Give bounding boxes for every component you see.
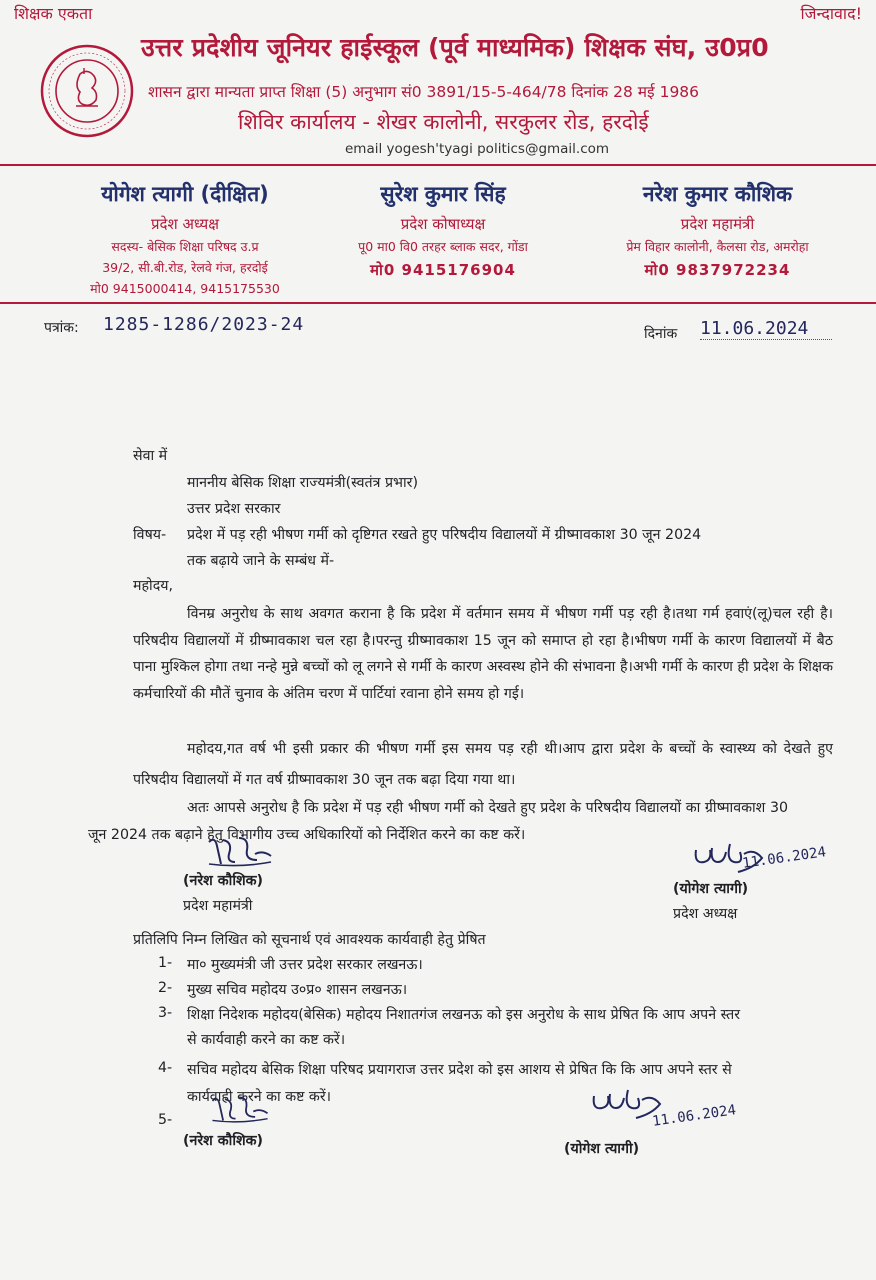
slogan-left: शिक्षक एकता [14, 4, 93, 23]
copy-item-text-cont: से कार्यवाही करने का कष्ट करें। [187, 1032, 346, 1048]
ref-label: पत्रांक: [44, 320, 79, 336]
slogan-right: जिन्दावाद! [800, 4, 862, 23]
official-phone: मो0 9837972234 [644, 261, 791, 279]
copy-intro: प्रतिलिपि निम्न लिखित को सूचनार्थ एवं आवश्यक कार्यवाही हेतु प्रेषित [133, 932, 486, 948]
office-address: शिविर कार्यालय - शेखर कालोनी, सरकुलर रोड, हरदोई [238, 110, 649, 134]
official-phone: मो0 9415000414, 9415175530 [90, 281, 280, 296]
copy-signature-date: 11.06.2024 [651, 1102, 738, 1130]
official-general-secretary [585, 180, 850, 280]
officials-divider [0, 302, 876, 304]
header-divider [0, 164, 876, 166]
subject-label: विषय- [133, 527, 167, 543]
copy-item-text: सचिव महोदय बेसिक शिक्षा परिषद प्रयागराज उत्तर प्रदेश को इस आशय से प्रेषित कि कि आप अपने स्तर से [187, 1062, 732, 1078]
signature-naresh-icon [205, 832, 275, 868]
recipient-line-1: माननीय बेसिक शिक्षा राज्यमंत्री(स्वतंत्र प्रभार) [187, 475, 419, 491]
left-signatory-name: (नरेश कौशिक) [183, 873, 264, 889]
right-signatory-name: (योगेश त्यागी) [673, 881, 749, 897]
official-name: योगेश त्यागी (दीक्षित) [101, 182, 269, 206]
copy-item-number: 2- [158, 980, 173, 996]
official-phone: मो0 9415176904 [370, 261, 516, 279]
official-name: सुरेश कुमार सिंह [380, 182, 506, 206]
copy-left-signatory-name: (नरेश कौशिक) [183, 1133, 264, 1149]
registration-line: शासन द्वारा मान्यता प्राप्त शिक्षा (5) अनुभाग सं0 3891/15-5-464/78 दिनांक 28 मई 1986 [148, 83, 700, 101]
official-role: प्रदेश कोषाध्यक्ष [400, 215, 486, 233]
official-role: प्रदेश महामंत्री [680, 215, 755, 233]
paragraph-1: विनम्र अनुरोध के साथ अवगत कराना है कि प्रदेश में वर्तमान समय में भीषण गर्मी पड़ रही है।तथा गर्म हवाएं(लू)चल रही है। परिषदीय विद्यालयों में ग्रीष्मावकाश चल रहा है।परन्तु ग्रीष्मावकाश 15 जून को समाप्त हो रहा है।भीषण गर्मी के कारण विद्यालयों में बैठ पाना मुश्किल होगा तथा नन्हे मुन्ने बच्चों को लू लगने से गर्मी के कारण अस्वस्थ होने की संभावना है।अभी गर्मी के कारण ही प्रदेश के शिक्षक कर्मचारियों की मौतें चुनाव के अंतिम चरण में पार्टियां रवाना होने समय हो गई। [133, 606, 833, 702]
subject-line-2: तक बढ़ाये जाने के सम्बंध में- [187, 553, 335, 569]
official-address: पू0 मा0 वि0 तरहर ब्लाक सदर, गोंडा [358, 239, 528, 254]
official-role: प्रदेश अध्यक्ष [150, 215, 220, 233]
copy-item-number: 3- [158, 1005, 173, 1021]
copy-item-text: शिक्षा निदेशक महोदय(बेसिक) महोदय निशातगंज लखनऊ को इस अनुरोध के साथ प्रेषित कि आप अपने स्तर [187, 1007, 741, 1023]
salutation-to: सेवा में [133, 448, 168, 464]
copy-item-text: मुख्य सचिव महोदय उ०प्र० शासन लखनऊ। [187, 982, 408, 998]
recipient-line-2: उत्तर प्रदेश सरकार [187, 501, 281, 517]
official-address: प्रेम विहार कालोनी, कैलसा रोड, अमरोहा [626, 239, 809, 254]
ref-number: 1285-1286/2023-24 [103, 314, 305, 335]
copy-item-number: 5- [158, 1112, 173, 1128]
copy-right-signatory-name: (योगेश त्यागी) [564, 1141, 640, 1157]
official-address: 39/2, सी.बी.रोड, रेलवे गंज, हरदोई [102, 260, 268, 275]
right-signatory-role: प्रदेश अध्यक्ष [673, 906, 738, 922]
signature-date: 11.06.2024 [741, 844, 828, 872]
copy-item-number: 4- [158, 1060, 173, 1076]
left-signatory-role: प्रदेश महामंत्री [183, 898, 253, 914]
email-line: email yogesh'tyagi politics@gmail.com [345, 141, 610, 157]
date-label: दिनांक [644, 326, 678, 342]
association-title: उत्तर प्रदेशीय जूनियर हाईस्कूल (पूर्व माध्यमिक) शिक्षक संघ, उ0प्र0 [141, 33, 769, 62]
association-seal-icon [40, 44, 134, 138]
paragraph-3: अतः आपसे अनुरोध है कि प्रदेश में पड़ रही भीषण गर्मी को देखते हुए प्रदेश के परिषदीय विद्यालयों का ग्रीष्मावकाश 30 जून 2024 तक बढ़ाने हेतु विभागीय उच्च अधिकारियों को निर्देशित करने का कष्ट करें। [88, 800, 788, 843]
official-treasurer [318, 180, 568, 280]
date-value: 11.06.2024 [700, 318, 832, 340]
paragraph-2: महोदय,गत वर्ष भी इसी प्रकार की भीषण गर्मी इस समय पड़ रही थी।आप द्वारा प्रदेश के बच्चों के स्वास्थ्य को देखते हुए परिषदीय विद्यालयों में गत वर्ष ग्रीष्मावकाश 30 जून तक बढ़ा दिया गया था। [133, 741, 833, 788]
subject-line-1: प्रदेश में पड़ रही भीषण गर्मी को दृष्टिगत रखते हुए परिषदीय विद्यालयों में ग्रीष्मावकाश 30 जून 2024 [187, 527, 702, 543]
official-president [60, 180, 310, 297]
copy-item-text: मा० मुख्यमंत्री जी उत्तर प्रदेश सरकार लखनऊ। [187, 957, 423, 973]
greeting: महोदय, [133, 578, 173, 594]
copy-item-number: 1- [158, 955, 173, 971]
signature-naresh-2-icon [208, 1092, 272, 1124]
copy-item-text-cont: कार्यवाही करने का कष्ट करें। [187, 1089, 332, 1105]
official-name: नरेश कुमार कौशिक [642, 182, 793, 206]
official-detail: सदस्य- बेसिक शिक्षा परिषद उ.प्र [111, 239, 259, 254]
